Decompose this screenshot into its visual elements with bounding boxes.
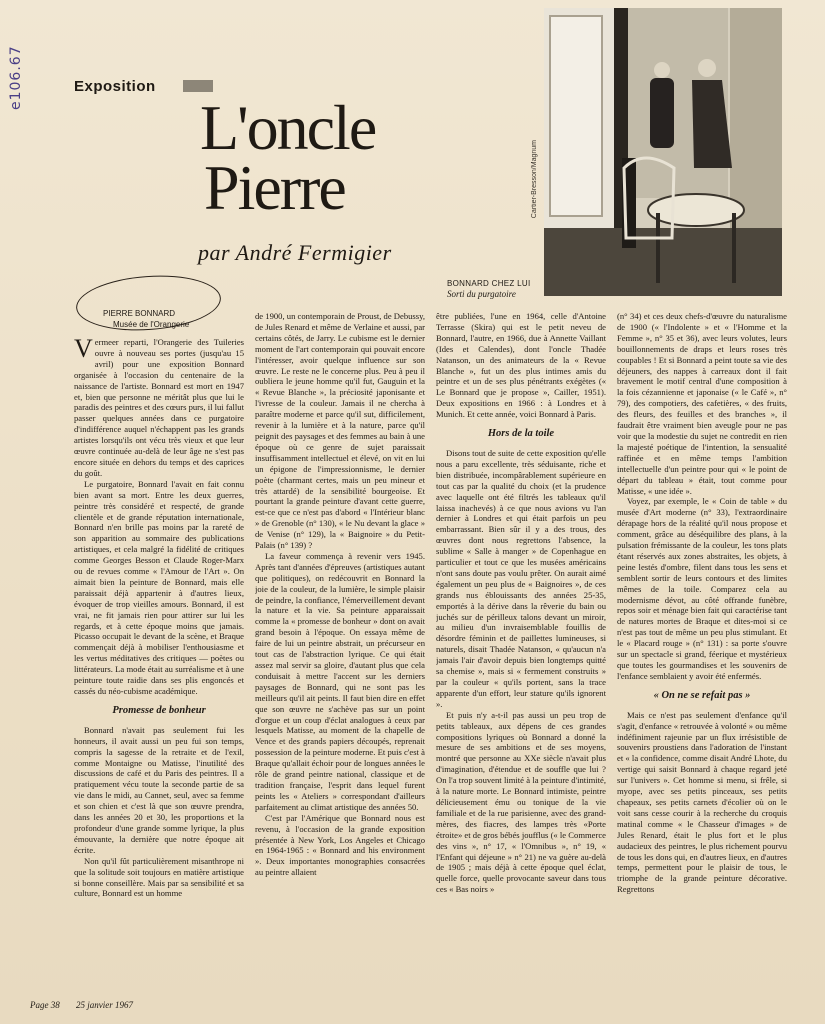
section-label-bar [183,80,213,92]
photo-caption-title: BONNARD CHEZ LUI [447,279,531,288]
subheading-promesse: Promesse de bonheur [112,704,206,716]
article-column-1 [74,337,244,1005]
paragraph: Et puis n'y a-t-il pas aussi un peu trop de petits tableaux, aux dépens de ces grandes compositions lyriques où Bonnard a donné la mesure de ses ambitions et de ses moyens, montré que personne au XXe siècle n'avait plus d'imagination, d'étendue et de souffle que lui ? On l'a trop souvent limité à la peinture d'intimité, à la nature morte. Le Bonnard intimiste, peintre délicieusement ému ou tonique de la vie familiale et de la rue parisienne, avec des grand-mères, des fiacres, des lampes très «Porte étroite» et de gros bébés joufflus (« le Commerce des vins », n° 17, « l'Omnibus », n° 19, « l'Enfant qui déjeune » n° 21) ne va guère au-delà de 1905 ; mais déjà à cette époque quel éclat, quelle force, quelle provocante saveur dans tous ces « Bas noirs » [436,709,606,895]
page-number: Page 38 [30,1000,60,1010]
paragraph: Le purgatoire, Bonnard l'avait en fait connu bien avant sa mort. Entre les deux guerres, peintre très considéré et respecté, de grande clientèle et de grande réputation internationale, Bonnard n'en brille pas moins par la rareté de son apparition au sommaire des publications artistiques, et cela malgré la fidélité de critiques comme Georges Besson et Claude Roger-Marx ou de revues comme « l'Amour de l'Art ». On aimait bien la peinture de Bonnard, mais elle paraissait déjà appartenir à d'autres lieux, évoquer de trop vieilles amours. Bonnard, il est vrai, ne fit jamais rien pour attirer sur lui les regards, et à cette époque moins que jamais. Picasso occupait le devant de la scène, et Braque commençait déjà à mobiliser l'enthousiasme et les vertus méditatives des critiques — poètes ou littérateurs. La mode était au surréalisme et à une peinture toute raidie dans ses plis engoncés et cassés du néo-cubisme académique. [74,478,244,696]
paragraph: Bonnard n'avait pas seulement fui les honneurs, il avait aussi un peu fui son temps, compris la sagesse de la retraite et de l'exil, comme Montaigne ou Matisse, l'inutilité des discussions de café et du Paris des peintres. Il a pratiquement vécu toute la seconde partie de sa vie dans le midi, au Cannet, seul, avec sa femme et son chien et c'est là que son œuvre prendra, dans les années 20 et 30, les proportions et la profondeur d'une grande somme lyrique, la plus émouvante, la dernière que notre époque ait écrite. [74,724,244,855]
article-column-3 [436,311,606,1005]
title-line-2: Pierre [204,152,345,223]
paragraph: La faveur commença à revenir vers 1945. Après tant d'années d'épreuves (artistiques autant que politiques), on redécouvrit en Bonnard la joie de la couleur, de la lumière, le simple plaisir de peindre, la confiance, l'émerveillement devant la nature et la vie. Sa peinture apparaissait comme la « promesse de bonheur » dont on avait grand besoin à l'époque. On essaya même de faire de lui un peintre abstrait, un précurseur en tout cas de l'abstraction lyrique. Ce qui était assez mal servir sa gloire, d'autant plus que cela conduisait à mettre l'accent sur les derniers paysages de Bonnard, qui ne sont pas les meilleurs qu'il ait peints. Il faut bien dire en effet que son œuvre ne s'achève pas sur un point d'orgue et un coup d'éclat analogues à ceux par lesquels Matisse, au moment de la chapelle de Vence et des grands papiers découpés, reprenait possession de la peinture moderne. Et puis c'est à Braque qu'allait échoir pour de longues années le rôle de grand peintre national, classique et de tradition française, l'esprit dans lequel furent peints les « Ateliers » correspondant d'ailleurs parfaitement au climat artistique des années 50. [255,550,425,812]
drop-cap: V [74,337,93,363]
article-title [200,92,430,223]
article-column-2 [255,311,425,1005]
photo-caption-subtitle: Sorti du purgatoire [447,289,516,299]
paragraph: de 1900, un contemporain de Proust, de Debussy, de Jules Renard et même de Verlaine et aussi, par certains côtés, de Jarry. Le cubisme est le dernier moment de l'art contemporain qui pouvait encore l'intéresser, avoir quelque influence sur son œuvre. Le reste ne le concerne plus. Peu à peu il oubliera le jeune homme qu'il fut, Gauguin et la « Revue Blanche », la préciosité japonisante et l'ivresse de la couleur. Jamais il ne chercha à paraître moderne et parce qu'il sut, difficilement, revenir à la lumière et à la nature, parce qu'il peignit des paysages et des femmes au bain à une époque où ce genre de sujet paraissait insuffisamment intellectuel et élevé, on vit en lui un épigone de l'impressionnisme, le dernier poète (charmant certes, mais un peu mineur et très attardé) de la sensibilité bourgeoise. Et pourtant la grande peinture d'avant cette guerre, est-ce que ce n'est pas d'abord « l'Intérieur blanc » de Grenoble (n° 130), « le Nu devant la glace » de Venise (n° 129), la « Baignoire » du Petit-Palais (n° 139) ? [255,311,425,551]
handwritten-note: e106.67 [8,45,24,110]
paragraph: Mais ce n'est pas seulement d'enfance qu'il s'agit, d'enfance « retrouvée à volonté » ou même indéfiniment rajeunie par un flux irrésistible de souvenirs proustiens dans l'adoration de l'instant et « la confidence, comme disait André Lhote, du vertige qui saisit Bonnard à chaque regard jeté sur l'univers ». Cet homme si menu, si frêle, si myope, avec ses petits pinceaux, ses petits chapeaux, ses petits carnets d'écolier où on le voit sans cesse courir à la recherche du croquis matinal comme « le Chasseur d'images » de Jules Renard, était le plus fort et le plus audacieux des peintres, le plus richement pourvu de tous les dons qui, en d'autres lieux, en d'autres temps, permettent pour le plaisir de tous, le triomphe de la grande peinture décorative. Regrettons [617,709,787,895]
subheading-hors-de-la-toile: Hors de la toile [487,428,555,440]
title-line-1: L'oncle [200,92,376,163]
paragraph: ermeer reparti, l'Orangerie des Tuileries ouvre à nouveau ses portes (jusqu'au 15 avril) pour une exposition Bonnard organisée à l'occasion du centenaire de la naissance de l'artiste. Bonnard est mort en 1947 et, bien que personne ne méritât plus que lui le paradis des peintres et des cœurs purs, il lui fallut passer quelques années dans ce purgatoire d'indifférence auquel n'échappent pas les grands artistes lorsqu'ils ont vécu très vieux et que leur œuvre continuée au-delà de leur âge ne s'est pas encore située en dehors du temps et des caprices du goût. [74,337,244,478]
image-caption-museum: Musée de l'Orangerie [113,320,190,329]
section-label: Exposition [74,78,156,95]
paragraph: Voyez, par exemple, le « Coin de table » du musée d'Art moderne (n° 33), l'extraordinaire dérapage hors de la réalité qu'il nous propose et comment, grâce au déséquilibre des plans, à la pulsation frémissante de la couleur, les tons plats étant réservés aux zones abstraites, les objets, à peine lestés d'ombre, filent dans tous les sens et semblent sortir de leurs contours et des limites mêmes de la toile. Comparez cela au modernisme dévot, au côté offrande funèbre, repos soir et ménage bien fait qui caractérise tant de natures mortes de Braque et dites-moi si ce n'est pas tout de même un peu plus stimulant. Et le « Placard rouge » (n° 131) : sa porte s'ouvre sur un spectacle si grand, féerique et mystérieux que toutes les gourmandises et les souvenirs de l'enfance semblaient y avoir été enfermés. [617,496,787,681]
paragraph: (n° 34) et ces deux chefs-d'œuvre du naturalisme de 1900 (« l'Indolente » et « l'Homme et la Femme », n° 35 et 36), avec leurs volutes, leurs bouillonnements de draps et leurs roses très coupables ! Et si Bonnard a peint toute sa vie des déjeuners, des nappes à carreaux dont il fait bravement le motif central d'une composition à la fois cézannienne et japonaise (« le Café », n° 79), des compotiers, des cafetières, « des fruits, des fleurs, des feuilles et des branches », il faudrait être vraiment bien aveugle pour ne pas voir que la modestie du sujet ne contredit en rien la majesté poétique de l'intention, la sensualité raffinée et en même temps l'ambition intellectuelle d'un peintre pour qui « le point de départ du tableau » était, tout comme pour Matisse, « une idée ». [617,311,787,496]
paragraph: Disons tout de suite de cette exposition qu'elle nous a paru excellente, très séduisante, riche et bien distribuée, incompârablement supérieure en tout cas par la qualité du choix (et la prudence avec laquelle ont été filtrés les tableaux qu'il laissa inachevés) à ce que nous avions vu l'an dernier à Londres et qui était parfois un peu embarrassant. Bien sûr il y a des trous, des œuvres dont nous regrettons l'absence, la sublime « Salle à manger » de Copenhague en particulier et tout ce que les musées américains n'ont sans doute pas voulu prêter. On aurait aimé également un peu plus de « Baignoires », de ces grands nus éblouissants des années 25-35, emportés à la dérive dans la rêverie du bain ou juchés sur de périlleux talons devant un miroir, au milieu d'un invraisemblable fouillis de désordre féminin et de paillettes lumineuses, si naturels, disait Thadée Natanson, « qu'aucun n'a jamais l'air d'avoir depuis bien longtemps quitté sa chemise », mais si « fermement construits » par la couleur « qu'ils portent, sans la trace apparente d'un effort, leur stature qu'ils ignorent ». [436,447,606,709]
photo-credit: Cartier-Bresson/Magnum [531,140,538,219]
publication-date: 25 janvier 1967 [76,1000,133,1010]
byline: par André Fermigier [198,240,392,265]
subheading-on-ne-se-refait-pas: « On ne se refait pas » [653,689,751,701]
photo-illustration [544,8,782,296]
image-caption-name: PIERRE BONNARD [103,309,176,318]
paragraph: être publiées, l'une en 1964, celle d'Antoine Terrasse (Skira) qui est le petit neveu de Bonnard, l'autre, en 1966, due à Annette Vaillant (Ides et Calendes), dont l'oncle Thadée Natanson, un des animateurs de la « Revue Blanche », fut un des plus intimes amis du peintre et un de ses plus pénétrants exégètes (« Le Bonnard que je propose », Cailler, 1951). Deux expositions en 1966 : à Londres et à Munich. Et cette année, voici Bonnard à Paris. [436,311,606,420]
article-column-4 [617,311,787,1005]
photo-bonnard-at-home [544,8,782,296]
paragraph: C'est par l'Amérique que Bonnard nous est revenu, à l'occasion de la grande exposition présentée à New York, Los Angeles et Chicago en 1964-1965 : « Bonnard and his environment ». Deux importantes monographies consacrées au peintre allaient [255,812,425,878]
paragraph: Non qu'il fût particulièrement misanthrope ni que la solitude soit toujours en matière artistique si bonne conseillère. Mais par sa sensibilité et sa culture, Bonnard est un homme [74,855,244,899]
